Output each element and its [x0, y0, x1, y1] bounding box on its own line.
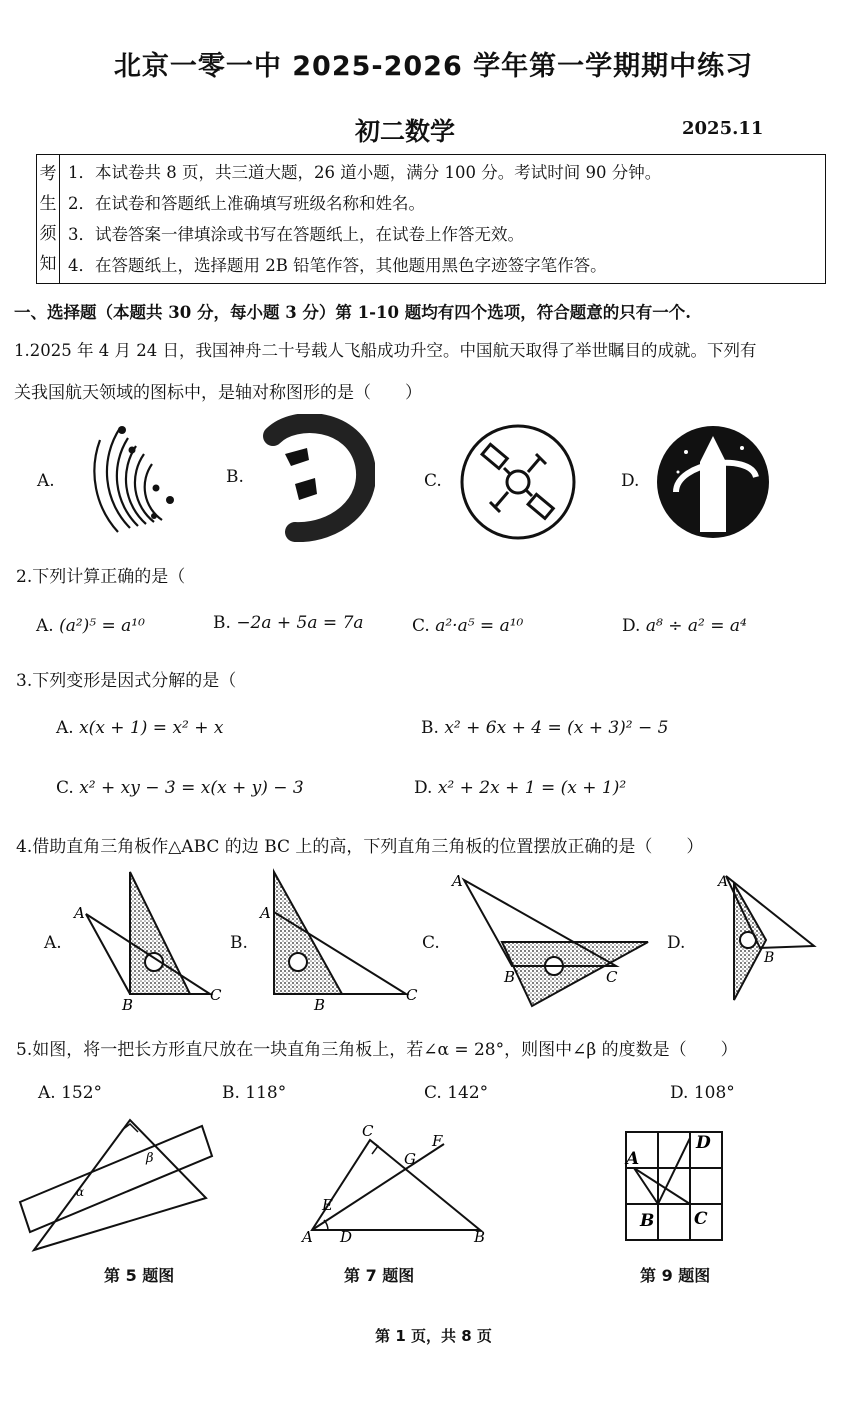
notice-item: 3．试卷答案一律填涂或书写在答题纸上，在试卷上作答无效。 [68, 225, 524, 244]
question-4-stem: 4.借助直角三角板作△ABC 的边 BC 上的高，下列直角三角板的位置摆放正确的是（ ） [16, 837, 704, 857]
q3-option-c [56, 778, 304, 798]
q2-option-c-label: C. [412, 616, 430, 636]
notice-heading-char: 生 [39, 194, 57, 214]
figure-7 [298, 1118, 498, 1246]
q5-option-c: C. 142° [424, 1083, 489, 1103]
q1-option-d-label: D. [621, 471, 640, 491]
figure-5 [16, 1114, 216, 1254]
q2-option-a-expr: (a²)⁵ = a¹⁰ [59, 616, 145, 636]
q4b-point-c: C [406, 986, 418, 1004]
fig7-point-b: B [474, 1228, 486, 1246]
figure-5-caption: 第 5 题图 [104, 1266, 175, 1285]
figure-9 [620, 1128, 730, 1246]
q4d-point-a: A [718, 874, 729, 890]
figure-9-caption: 第 9 题图 [640, 1266, 711, 1285]
notice-heading-char: 须 [39, 224, 57, 244]
q4-option-a-label: A. [44, 933, 62, 953]
q4d-point-b: B [764, 950, 775, 966]
q4-option-c-label: C. [422, 933, 440, 953]
q3-option-a-expr: x(x + 1) = x² + x [79, 718, 224, 738]
fig5-beta-label: β [146, 1151, 154, 1166]
question-2-stem: 2.下列计算正确的是（ [16, 567, 186, 587]
notice-item: 1．本试卷共 8 页，共三道大题，26 道小题，满分 100 分。考试时间 90 分钟。 [68, 163, 662, 182]
notice-item: 4．在答题纸上，选择题用 2B 铅笔作答，其他题用黑色字迹签字笔作答。 [68, 256, 607, 275]
candidate-notice-box [36, 154, 826, 284]
q4c-point-c: C [606, 968, 618, 986]
q3-option-d-expr: x² + 2x + 1 = (x + 1)² [437, 778, 627, 798]
q1-option-b-label: B. [226, 467, 244, 487]
q4b-point-b: B [314, 996, 326, 1014]
q5-option-d: D. 108° [670, 1083, 735, 1103]
q4-option-b-label: B. [230, 933, 248, 953]
figure-7-caption: 第 7 题图 [344, 1266, 415, 1285]
notice-items [60, 155, 826, 284]
fig7-point-c: C [362, 1122, 374, 1140]
q4a-point-c: C [210, 986, 222, 1004]
q1-option-b-icon [255, 414, 375, 542]
q4-option-a-figure [70, 866, 230, 1014]
q4c-point-a: A [452, 872, 463, 890]
q3-option-a-label: A. [56, 718, 74, 738]
question-5-stem: 5.如图，将一把长方形直尺放在一块直角三角板上，若∠α = 28°，则图中∠β 的度数是（ ） [16, 1040, 738, 1060]
question-3-stem: 3.下列变形是因式分解的是（ [16, 671, 237, 691]
subject-title: 初二数学 [355, 117, 456, 146]
notice-item: 2．在试卷和答题纸上准确填写班级名称和姓名。 [68, 194, 425, 213]
fig7-point-g: G [404, 1150, 416, 1168]
fig7-point-d: D [340, 1228, 353, 1246]
q3-option-d-label: D. [414, 778, 433, 798]
q3-option-c-label: C. [56, 778, 74, 798]
fig9-point-b: B [640, 1211, 655, 1231]
notice-heading-char: 考 [39, 164, 57, 184]
q4a-point-a: A [74, 904, 85, 922]
notice-heading [37, 155, 60, 284]
q2-option-d [622, 616, 747, 636]
q2-option-c [412, 616, 523, 636]
q4-option-c-figure [444, 866, 659, 1014]
q2-option-a-label: A. [36, 616, 54, 636]
fig7-point-e: E [322, 1196, 333, 1214]
exam-title: 北京一零一中 2025-2026 学年第一学期期中练习 [113, 51, 754, 82]
page-number: 第 1 页，共 8 页 [375, 1327, 492, 1345]
q2-option-a [36, 616, 145, 636]
q3-option-b-expr: x² + 6x + 4 = (x + 3)² − 5 [444, 718, 669, 738]
q4b-point-a: A [260, 904, 271, 922]
q3-option-c-expr: x² + xy − 3 = x(x + y) − 3 [79, 778, 304, 798]
q3-option-d [414, 778, 626, 798]
fig9-point-c: C [694, 1209, 708, 1229]
q2-option-d-label: D. [622, 616, 641, 636]
fig7-point-f: F [432, 1132, 443, 1150]
q4-option-b-figure [256, 866, 426, 1014]
q4c-point-b: B [504, 968, 516, 986]
fig5-alpha-label: α [76, 1185, 85, 1199]
q1-option-a-label: A. [37, 471, 55, 491]
q1-option-c-label: C. [424, 471, 442, 491]
question-1-stem-line2: 关我国航天领域的图标中，是轴对称图形的是（ ） [14, 383, 422, 403]
q1-option-a-icon [70, 420, 180, 535]
q4a-point-b: B [122, 996, 134, 1014]
exam-date: 2025.11 [682, 118, 764, 139]
q1-option-d-icon [656, 422, 770, 542]
q2-option-b [213, 613, 364, 633]
q2-option-b-label: B. [213, 613, 231, 633]
fig9-point-a: A [626, 1149, 640, 1169]
q5-option-b: B. 118° [222, 1083, 287, 1103]
q2-option-c-expr: a²·a⁵ = a¹⁰ [435, 616, 524, 636]
q3-option-a [56, 718, 224, 738]
q4-option-d-figure [704, 866, 824, 1014]
q1-option-c-icon [458, 422, 578, 542]
q2-option-d-expr: a⁸ ÷ a² = a⁴ [645, 616, 747, 636]
notice-heading-char: 知 [39, 254, 57, 274]
q3-option-b-label: B. [421, 718, 439, 738]
q3-option-b [421, 718, 669, 738]
q4-option-d-label: D. [667, 933, 686, 953]
section-heading: 一、选择题（本题共 30 分，每小题 3 分）第 1-10 题均有四个选项，符合题意的只有一个. [14, 303, 691, 322]
q2-option-b-expr: −2a + 5a = 7a [236, 613, 364, 633]
q5-option-a: A. 152° [38, 1083, 103, 1103]
fig9-point-d: D [696, 1133, 711, 1153]
fig7-point-a: A [302, 1228, 313, 1246]
question-1-stem-line1: 1.2025 年 4 月 24 日，我国神舟二十号载人飞船成功升空。中国航天取得了举世瞩目的成就。下列有 [14, 341, 757, 360]
